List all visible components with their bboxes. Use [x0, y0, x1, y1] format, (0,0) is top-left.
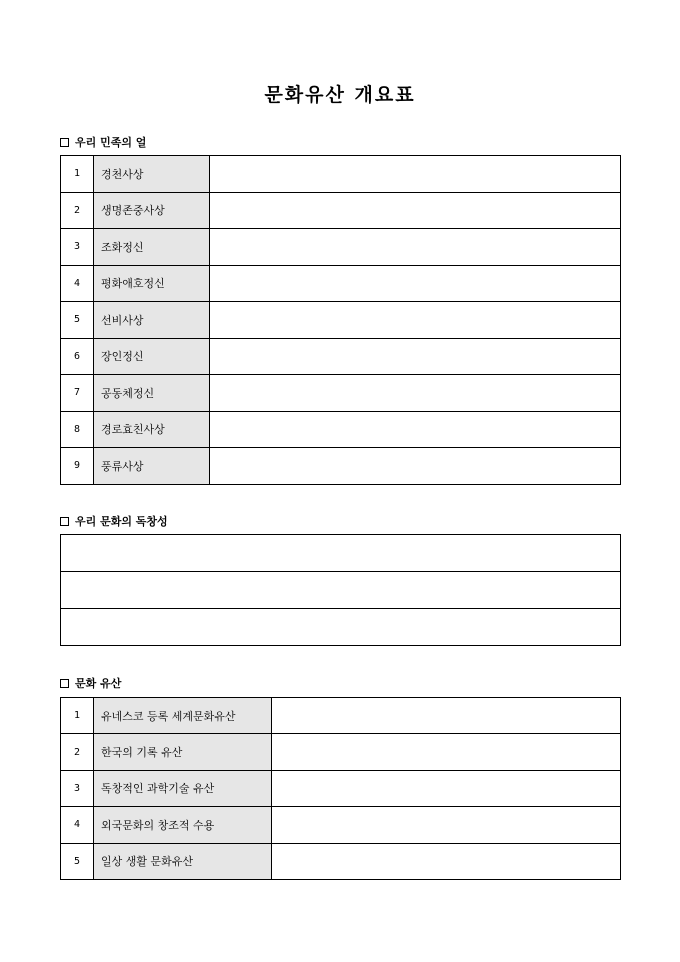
- row-value-cell[interactable]: [210, 411, 621, 448]
- table-row: [61, 302, 621, 339]
- row-label: 독창적인 과학기술 유산: [94, 770, 272, 806]
- row-label: 조화정신: [94, 229, 210, 266]
- row-value-cell[interactable]: [272, 734, 621, 770]
- row-label: 풍류사상: [94, 448, 210, 485]
- table-row: [61, 807, 621, 843]
- row-number: 6: [61, 338, 94, 375]
- section-heading-label: 우리 문화의 독창성: [75, 515, 168, 528]
- spirit-table: [60, 155, 621, 485]
- row-value-cell[interactable]: [210, 448, 621, 485]
- checkbox-icon: [60, 517, 69, 526]
- row-number: 9: [61, 448, 94, 485]
- row-number: 2: [61, 192, 94, 229]
- table-row: [61, 572, 621, 609]
- section-heading-label: 문화 유산: [75, 677, 122, 690]
- table-row: [61, 229, 621, 266]
- table-row: [61, 535, 621, 572]
- row-label: 경천사상: [94, 156, 210, 193]
- table-row: [61, 609, 621, 646]
- section-heading-heritage: [60, 675, 121, 691]
- row-label: 일상 생활 문화유산: [94, 843, 272, 879]
- row-number: 7: [61, 375, 94, 412]
- checkbox-icon: [60, 679, 69, 688]
- row-number: 3: [61, 229, 94, 266]
- row-number: 4: [61, 807, 94, 843]
- table-row: [61, 338, 621, 375]
- table-row: [61, 156, 621, 193]
- row-label: 평화애호정신: [94, 265, 210, 302]
- table-row: [61, 411, 621, 448]
- row-value-cell[interactable]: [210, 229, 621, 266]
- row-value-cell[interactable]: [61, 572, 621, 609]
- row-value-cell[interactable]: [210, 192, 621, 229]
- row-label: 장인정신: [94, 338, 210, 375]
- row-label: 선비사상: [94, 302, 210, 339]
- row-number: 2: [61, 734, 94, 770]
- checkbox-icon: [60, 138, 69, 147]
- row-label: 외국문화의 창조적 수용: [94, 807, 272, 843]
- table-row: [61, 843, 621, 879]
- row-value-cell[interactable]: [210, 375, 621, 412]
- section-heading-uniqueness: [60, 513, 168, 529]
- row-value-cell[interactable]: [272, 698, 621, 734]
- row-label: 한국의 기록 유산: [94, 734, 272, 770]
- heritage-table: [60, 697, 621, 880]
- table-row: [61, 375, 621, 412]
- row-value-cell[interactable]: [272, 807, 621, 843]
- section-heading-spirit: [60, 134, 146, 150]
- row-number: 8: [61, 411, 94, 448]
- row-number: 5: [61, 302, 94, 339]
- row-value-cell[interactable]: [210, 302, 621, 339]
- row-label: 경로효친사상: [94, 411, 210, 448]
- row-number: 1: [61, 156, 94, 193]
- row-value-cell[interactable]: [210, 265, 621, 302]
- row-number: 1: [61, 698, 94, 734]
- row-number: 3: [61, 770, 94, 806]
- row-value-cell[interactable]: [210, 156, 621, 193]
- table-row: [61, 770, 621, 806]
- row-label: 생명존중사상: [94, 192, 210, 229]
- row-value-cell[interactable]: [272, 770, 621, 806]
- uniqueness-table: [60, 534, 621, 646]
- row-value-cell[interactable]: [272, 843, 621, 879]
- table-row: [61, 448, 621, 485]
- section-heading-label: 우리 민족의 얼: [75, 136, 147, 149]
- row-value-cell[interactable]: [61, 535, 621, 572]
- table-row: [61, 265, 621, 302]
- table-row: [61, 698, 621, 734]
- row-label: 공동체정신: [94, 375, 210, 412]
- row-value-cell[interactable]: [61, 609, 621, 646]
- table-row: [61, 192, 621, 229]
- row-label: 유네스코 등록 세계문화유산: [94, 698, 272, 734]
- row-number: 5: [61, 843, 94, 879]
- table-row: [61, 734, 621, 770]
- page-title: 문화유산 개요표: [264, 84, 416, 106]
- row-value-cell[interactable]: [210, 338, 621, 375]
- row-number: 4: [61, 265, 94, 302]
